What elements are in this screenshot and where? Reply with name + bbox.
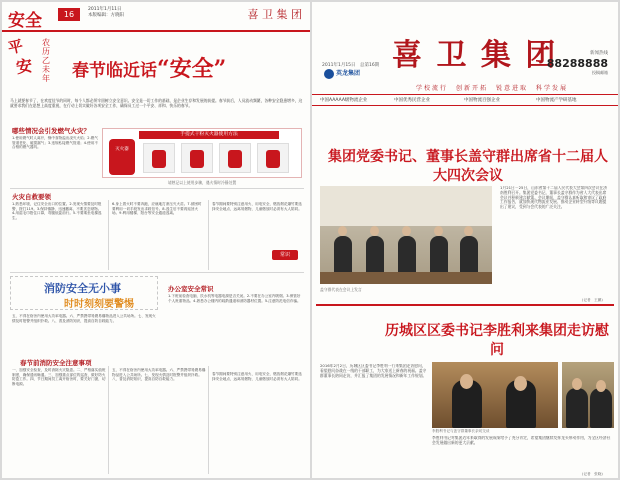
subheading-festival-fire: 春节前消防安全注意事项 — [20, 359, 92, 367]
vertical-text: 农历乙未年 — [42, 38, 50, 83]
step-3-icon — [219, 143, 251, 173]
usage-steps — [143, 143, 293, 175]
festival-column-1: 一、加强安全检查，及时消除火灾隐患。二、严格落实值班制度，确保通讯畅通。三、加强重点部位的巡查，做好防火防盗工作。四、节日期间员工离开宿舍时，要关好门窗，切断电源。 — [12, 368, 106, 386]
date-line: 2011年1月11日 本版编辑：方晓阳 — [88, 7, 124, 18]
fire-safety-slogan-1: 消防安全无小事 — [44, 282, 121, 295]
masthead-nav-bar — [312, 94, 618, 106]
column-rule — [108, 200, 109, 270]
masthead: 喜 卫 集 团 — [392, 38, 558, 73]
article-separator — [316, 304, 614, 306]
left-headline — [72, 52, 226, 83]
issue-info: 2011年1月15日 总第16期 — [322, 63, 380, 68]
page-number: 16 — [58, 8, 80, 21]
rescue-column-1: 1.熟悉环境，记住安全出口的位置。2.发现火情要及时报警，拨打119。3.保持镇静，迅速撤离，不要贪恋财物。4.用湿毛巾捂住口鼻，弯腰低姿前行。5.不要乘坐电梯逃生。 — [12, 202, 102, 220]
article-2-body: 2016年2月2日，历城区区委书记李胜利一行来集团走访慰问，看望慰问奋战在一线的干部职工，为大家送上新春的祝福。盖守群董事长陪同走访，并汇报了集团的发展情况和新年工作规划。 — [320, 364, 427, 378]
festival-column-3: 春节期间要特别注意用火、用电安全，燃放烟花爆竹要选择安全地点，远离易燃物，儿童燃放时必须有大人陪同。 — [212, 372, 302, 381]
fire-safety-slogan-2: 时时刻刻要警惕 — [64, 299, 134, 310]
company-logo: 英龙集团 — [324, 68, 366, 82]
left-page — [2, 2, 310, 478]
tip-stamp: 常识 — [272, 250, 298, 260]
logo-icon — [324, 69, 334, 79]
meeting-photo — [320, 186, 492, 284]
photo-2-caption: 李胜利书记与盖守群董事长亲切交谈 — [432, 429, 490, 433]
phone-sub: 投稿邮箱 — [592, 70, 608, 75]
extinguisher-label: 灭火器 — [115, 147, 129, 152]
rescue-column-3: 春节期间要特别注意用火、用电安全，燃放烟花爆竹要选择安全地点，远离易燃物，儿童燃放时必须有大人陪同。 — [212, 202, 302, 211]
left-page-header — [2, 2, 310, 32]
rescue-column-2: 6.身上着火时不要奔跑，应就地打滚压灭火苗。7.被困时要利用一切手段发出求救信号。8.逃生后不要再返回火场。9.利用楼梯、阳台等安全通道逃离。 — [112, 202, 202, 216]
article-1-body: 1月21日－25日，山东省第十二届人民代表大会第四次会议在济南胜利召开。集团党委书记、董事长盖守群作为省人大代表出席会议并积极建言献策。会议期间，盖守群认真听取和审议了政府工作报告，就加快现代物流业发展、推动企业转型升级等议题提出了建议，受到与会代表的广泛关注。 — [500, 186, 607, 210]
visit-photo-2 — [562, 362, 614, 428]
article-2-author: (记者 张晓) — [582, 472, 603, 476]
extinguisher-figure — [102, 128, 302, 178]
headline-text: 春节临近话 — [72, 61, 157, 81]
headline-district-visit: 历城区区委书记李胜利来集团走访慰问 — [385, 323, 609, 358]
gas-fire-text: 1.使用燃气时人离开，锅中食物溢出浇灭火焰；2.燃气管道老化、破损漏气；3.违规私接燃气管道；4.使用不合格的燃气器具。 — [12, 136, 98, 150]
photo-1-caption: 盖守群代表在会议上发言 — [320, 287, 362, 292]
calligraphy-char-2: 安 — [14, 55, 34, 78]
subheading-gas-fire: 哪些情况会引发燃气火灾？ — [12, 127, 90, 135]
divider — [10, 188, 304, 189]
step-4-icon — [257, 143, 289, 173]
extinguisher-icon — [109, 139, 135, 175]
divider — [10, 272, 304, 273]
subheading-self-rescue: 火灾自救要领 — [12, 193, 51, 201]
calligraphy-char-1: 平 — [6, 36, 25, 58]
phone-number: 88288888 — [546, 57, 608, 70]
column-rule — [208, 366, 209, 474]
festival-column-2: 五、不得在宿舍内使用大功率电器。六、严禁携带易燃易爆物品进入公共场所。七、发现火情及时报警并组织扑救。八、普及消防知识，提高自防自救能力。 — [112, 368, 206, 382]
right-page-header — [312, 2, 618, 110]
nav-item: 中国物流百强企业 — [464, 98, 500, 103]
masthead-small: 喜 卫 集 团 — [247, 8, 302, 21]
nav-item: 中国优秀民营企业 — [394, 98, 430, 103]
step-1-icon — [143, 143, 175, 173]
slogan-body-text: 五、不得在宿舍内使用大功率电器。六、严禁携带易燃易爆物品进入公共场所。七、发现火情及时报警并组织扑救。八、普及消防知识，提高自防自救能力。 — [12, 314, 156, 323]
visit-photo-1 — [432, 362, 558, 428]
step-2-icon — [181, 143, 213, 173]
office-safety-text: 1.下班前检查电脑、饮水机等电器电源是否关闭。2.不要在办公室内吸烟。3.保管好个人贵重物品。4.熟悉办公楼内的疏散通道和消防器材位置。5.注意防范电信诈骗。 — [168, 294, 301, 303]
nav-item: 中国物流产学研基地 — [536, 98, 577, 103]
figure-caption: 请熟记以上使用步骤，遇火情时冷静处置 — [167, 180, 237, 185]
section-title: 安全 — [8, 11, 42, 31]
masthead-slogan: 学校流行 创新开拓 锐意进取 科学发展 — [416, 85, 569, 92]
intro-paragraph: 马上就要春节了，在欢度佳节的同时，每个人都必须牢固树立安全意识。安全是一切工作的基础，是企业生存和发展的前提。春节前后，人员流动频繁，各种安全隐患增多，这就要求我们在思想上高度重视，在行动上切实做好各项安全工作，确保员工过一个平安、祥和、快乐的春节。 — [10, 98, 303, 108]
column-rule — [208, 200, 209, 270]
headline-npc-meeting: 集团党委书记、董事长盖守群出席省十二届人大四次会议 — [328, 149, 608, 184]
column-rule — [108, 366, 109, 474]
phone-label: 新闻热线 — [590, 51, 608, 56]
subheading-office-safety: 办公室安全常识 — [168, 285, 214, 293]
headline-quoted: “安全” — [157, 56, 227, 82]
article-1-author: (记者 王鹏) — [582, 298, 603, 302]
nav-item: 中国AAAAA级物流企业 — [320, 98, 368, 103]
figure-title-bar: 手提式干粉灭火器使用方法 — [139, 131, 279, 139]
article-2-body-continued: 李胜利书记对集团近年来取得的发展成绩给予了充分肯定，希望集团继续发挥龙头带动作用，为全区经济社会发展做出新的更大贡献。 — [432, 436, 611, 445]
right-page — [312, 2, 618, 478]
